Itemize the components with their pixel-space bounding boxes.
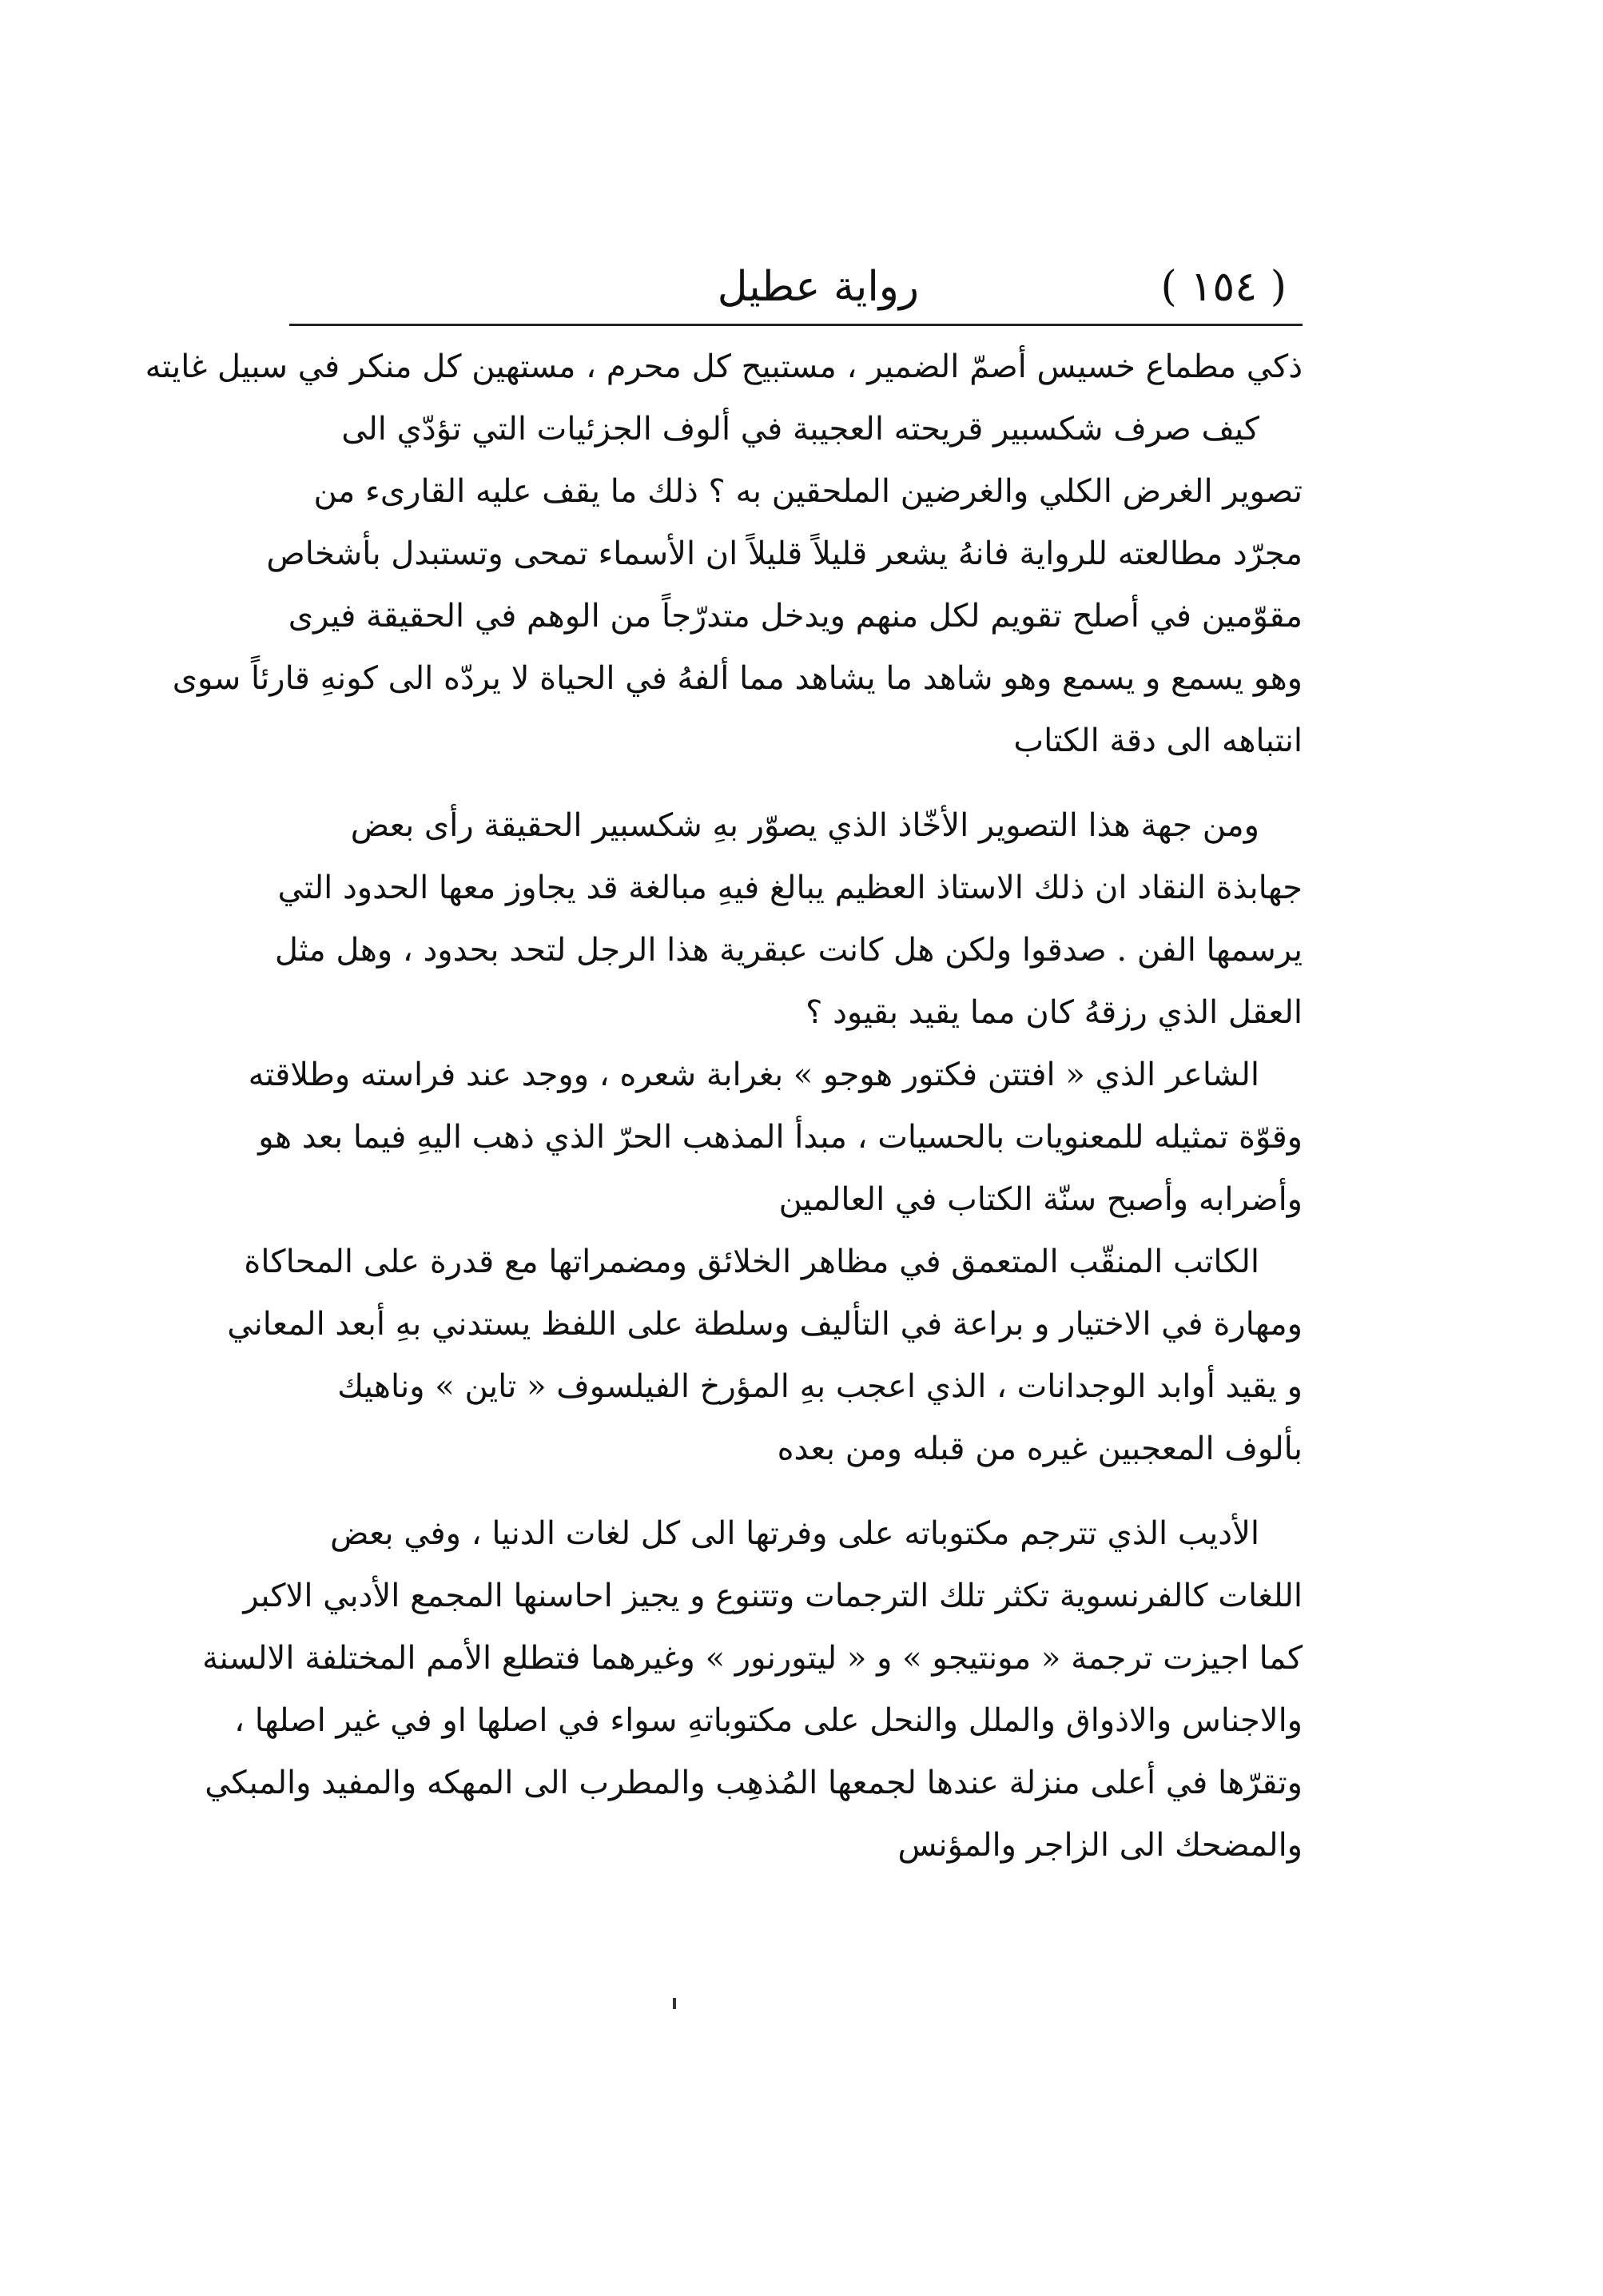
header-rule	[289, 324, 1303, 326]
text-line: ذكي مطماع خسيس أصمّ الضمير ، مستبيح كل محرم ، مستهين كل منكر في سبيل غايته	[145, 348, 1303, 385]
text-line: كما اجيزت ترجمة « مونتيجو » و « ليتورنور » وغيرهما فتطلع الأمم المختلفة الالسنة	[202, 1640, 1303, 1677]
page-header	[288, 254, 1295, 326]
text-line: بألوف المعجبين غيره من قبله ومن بعده	[777, 1431, 1303, 1467]
page-number: ( ١٥٤ )	[1160, 263, 1287, 311]
running-title: رواية عطيل	[717, 263, 919, 311]
text-line: وأضرابه وأصبح سنّة الكتاب في العالمين	[778, 1181, 1303, 1218]
text-line: وقوّة تمثيله للمعنويات بالحسيات ، مبدأ المذهب الحرّ الذي ذهب اليهِ فيما بعد هو	[258, 1119, 1303, 1156]
stray-ink-mark	[673, 1998, 676, 2009]
text-line: كيف صرف شكسبير قريحته العجيبة في ألوف الجزئيات التي تؤدّي الى	[341, 411, 1259, 448]
text-line: و يقيد أوابد الوجدانات ، الذي اعجب بهِ المؤرخ الفيلسوف « تاين » وناهيك	[337, 1368, 1303, 1405]
text-line: والاجناس والاذواق والملل والنحل على مكتوباتهِ سواء في اصلها او في غير اصلها ،	[234, 1702, 1303, 1739]
text-line: جهابذة النقاد ان ذلك الاستاذ العظيم يبالغ فيهِ مبالغة قد يجاوز معها الحدود التي	[277, 869, 1303, 906]
text-line: انتباهه الى دقة الكتاب	[1013, 722, 1303, 759]
paragraph-gap	[288, 772, 1303, 794]
text-line: مجرّد مطالعته للرواية فانهُ يشعر قليلاً قليلاً ان الأسماء تمحى وتستبدل بأشخاص	[266, 535, 1303, 572]
paragraph-gap	[288, 1480, 1303, 1502]
text-line: الشاعر الذي « افتتن فكتور هوجو » بغرابة شعره ، ووجد عند فراسته وطلاقته	[248, 1056, 1259, 1093]
text-line: مقوّمين في أصلح تقويم لكل منهم ويدخل متدرّجاً من الوهم في الحقيقة فيرى	[288, 598, 1303, 635]
text-line: تصوير الغرض الكلي والغرضين الملحقين به ؟ ذلك ما يقف عليه القارىء من	[313, 473, 1303, 510]
text-line: والمضحك الى الزاجر والمؤنس	[897, 1827, 1303, 1864]
text-line: يرسمها الفن . صدقوا ولكن هل كانت عبقرية هذا الرجل لتحد بحدود ، وهل مثل	[274, 932, 1303, 969]
text-line: وهو يسمع و يسمع وهو شاهد ما يشاهد مما ألفهُ في الحياة لا يردّه الى كونهِ قارئاً سوى	[172, 660, 1303, 697]
text-line: الكاتب المنقّب المتعمق في مظاهر الخلائق ومضمراتها مع قدرة على المحاكاة	[244, 1244, 1259, 1280]
text-line: العقل الذي رزقهُ كان مما يقيد بقيود ؟	[805, 994, 1303, 1031]
text-line: الأديب الذي تترجم مكتوباته على وفرتها الى كل لغات الدنيا ، وفي بعض	[330, 1515, 1259, 1552]
body-text	[145, 336, 1303, 1876]
text-line: وتقرّها في أعلى منزلة عندها لجمعها المُذهِب والمطرب الى المهكه والمفيد والمبكي	[205, 1765, 1303, 1801]
text-line: ومهارة في الاختيار و براعة في التأليف وسلطة على اللفظ يستدني بهِ أبعد المعاني	[227, 1306, 1303, 1343]
text-line: ومن جهة هذا التصوير الأخّاذ الذي يصوّر بهِ شكسبير الحقيقة رأى بعض	[350, 807, 1259, 844]
text-line: اللغات كالفرنسوية تكثر تلك الترجمات وتتنوع و يجيز احاسنها المجمع الأدبي الاكبر	[243, 1578, 1303, 1614]
